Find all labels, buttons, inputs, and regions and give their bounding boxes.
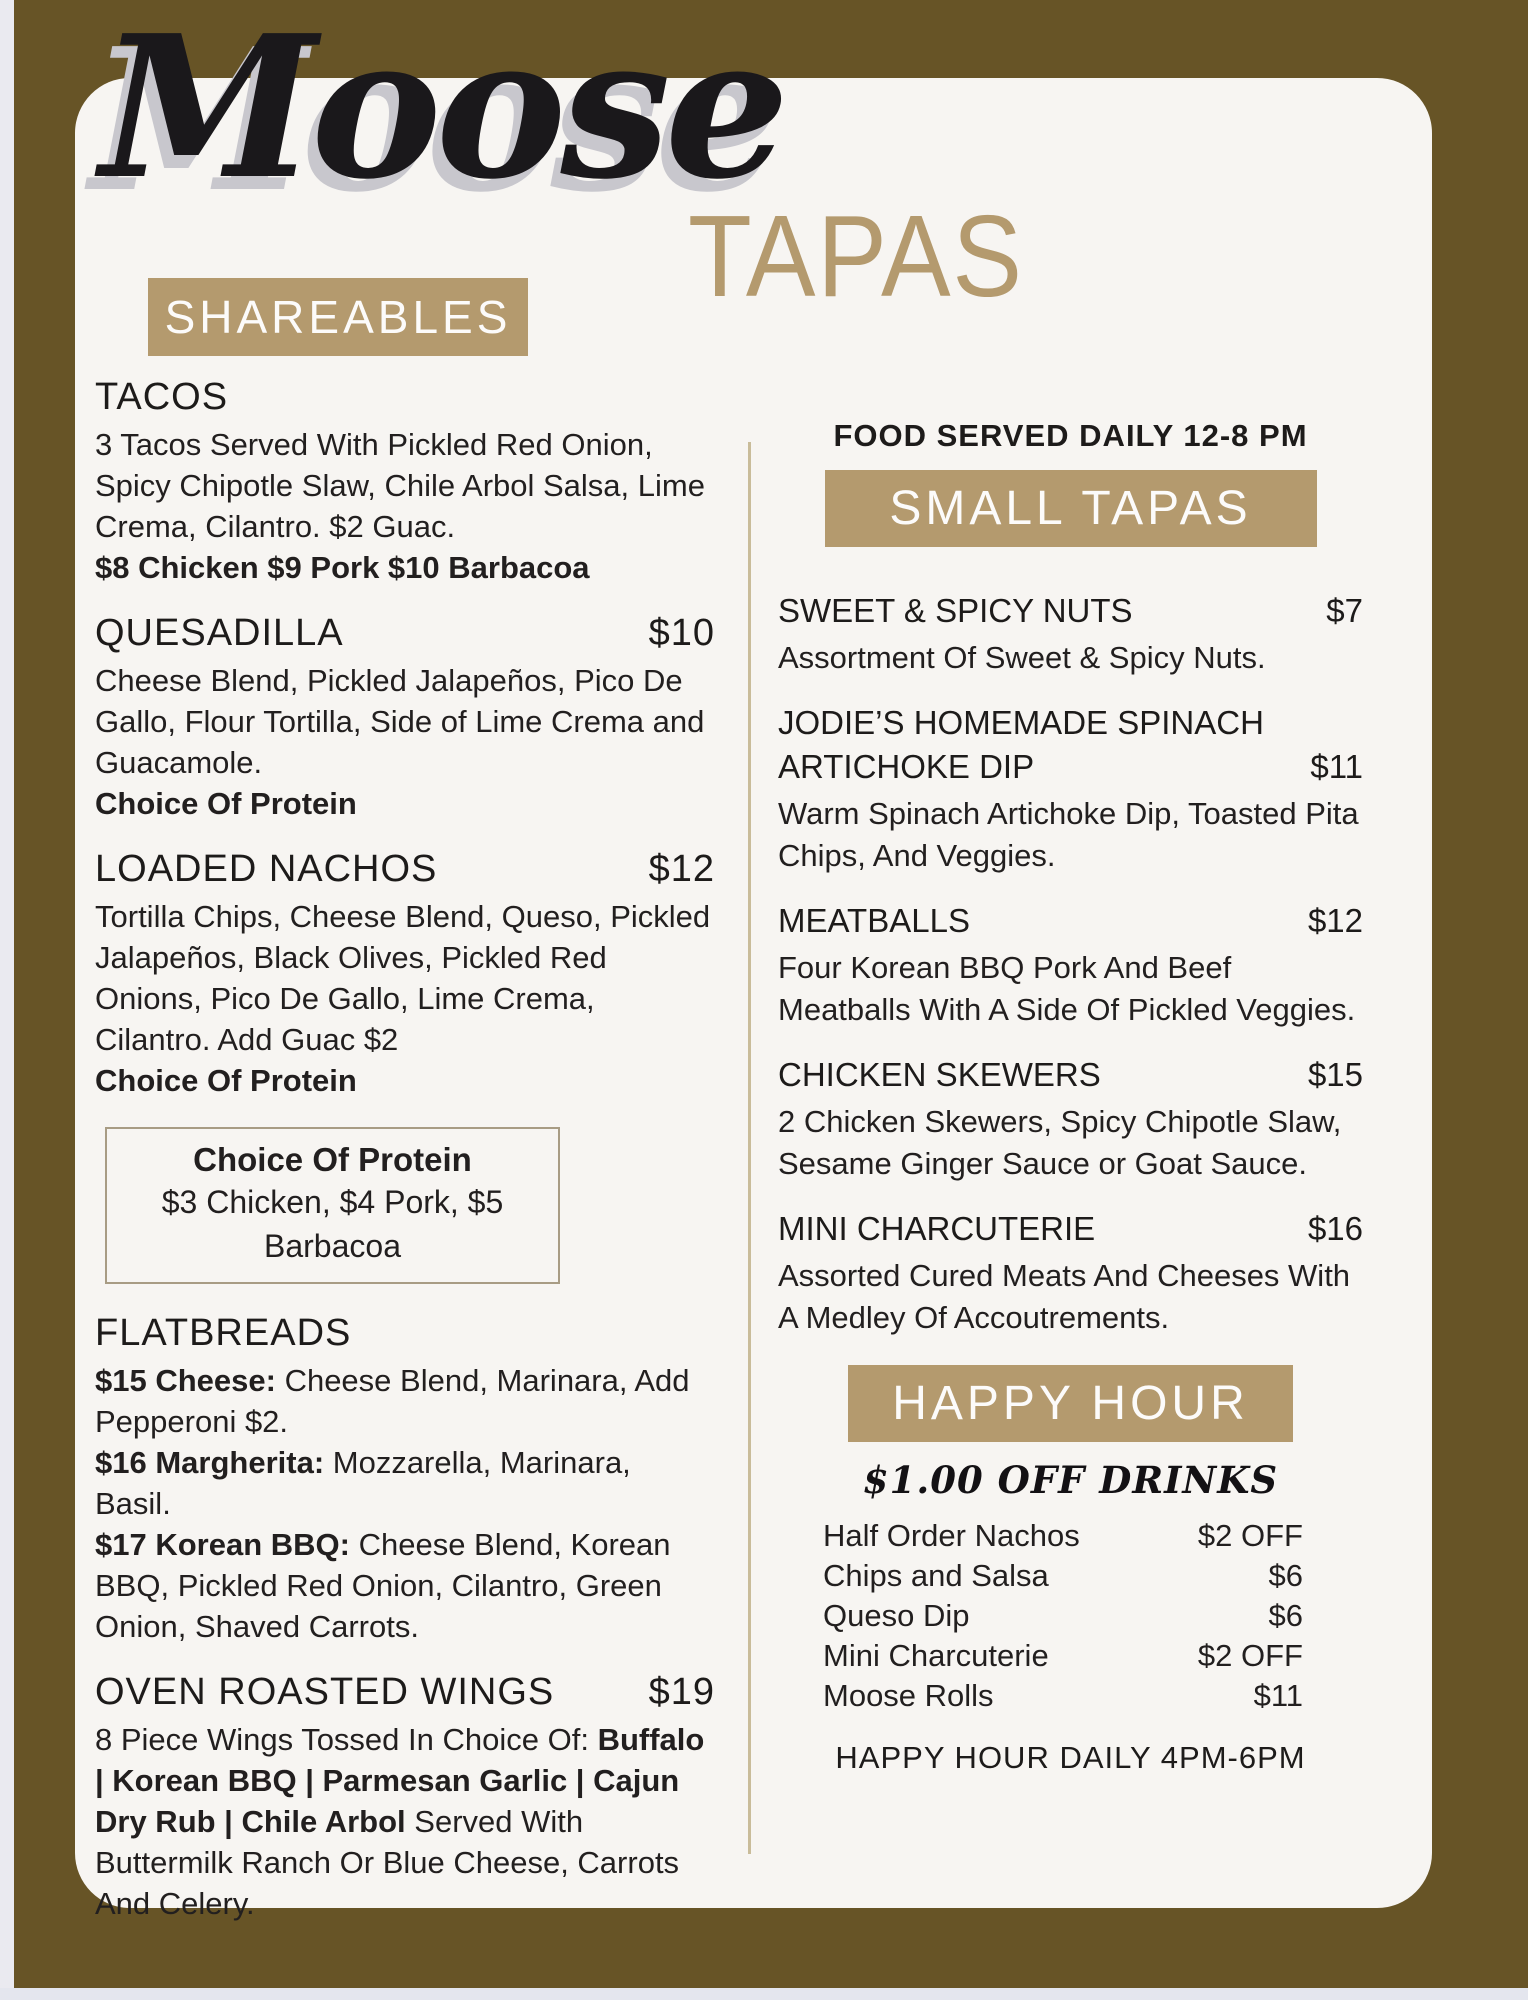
- item-name: CHICKEN SKEWERS: [778, 1056, 1101, 1093]
- menu-item-loaded-nachos: [95, 846, 715, 1101]
- item-name: OVEN ROASTED WINGS: [95, 1671, 555, 1713]
- item-title-row: [778, 589, 1363, 633]
- choice-of-protein-box: [105, 1127, 560, 1284]
- happy-hour-item-price: $6: [1268, 1598, 1303, 1633]
- happy-hour-row: [823, 1556, 1303, 1596]
- flatbread-ingredients: Mozzarella, Marinara, Basil.: [95, 1445, 631, 1521]
- flatbread-price-label: $17 Korean BBQ:: [95, 1527, 350, 1562]
- viewer-bottom-edge: [0, 1988, 1528, 2000]
- happy-hour-item-name: Moose Rolls: [823, 1678, 994, 1713]
- item-description: Cheese Blend, Pickled Jalapeños, Pico De Gallo, Flour Tortilla, Side of Lime Crema and Guacamole.: [95, 663, 705, 780]
- happy-hour-item-price: $2 OFF: [1197, 1638, 1303, 1673]
- flatbread-price-label: $15 Cheese:: [95, 1363, 276, 1398]
- menu-item-spinach-artichoke-dip: [778, 701, 1363, 877]
- item-description: Warm Spinach Artichoke Dip, Toasted Pita Chips, And Veggies.: [778, 796, 1359, 873]
- menu-item-oven-roasted-wings: [95, 1669, 715, 1924]
- menu-item-quesadilla: [95, 610, 715, 824]
- happy-hour-header-label: HAPPY HOUR: [892, 1377, 1249, 1430]
- happy-hour-item-name: Chips and Salsa: [823, 1558, 1049, 1593]
- item-description: 3 Tacos Served With Pickled Red Onion, Spicy Chipotle Slaw, Chile Arbol Salsa, Lime Crema, Cilantro. $2 Guac.: [95, 427, 705, 544]
- flatbread-line: [95, 1360, 715, 1442]
- happy-hour-row: [823, 1516, 1303, 1556]
- item-description: 2 Chicken Skewers, Spicy Chipotle Slaw, Sesame Ginger Sauce or Goat Sauce.: [778, 1104, 1342, 1181]
- item-description: Tortilla Chips, Cheese Blend, Queso, Pickled Jalapeños, Black Olives, Pickled Red Onions, Pico De Gallo, Lime Crema, Cilantro. Add Guac $2: [95, 899, 711, 1057]
- item-name: SWEET & SPICY NUTS: [778, 592, 1133, 629]
- happy-hour-row: [823, 1596, 1303, 1636]
- item-price: $11: [1310, 748, 1363, 785]
- happy-hour-item-price: $2 OFF: [1197, 1518, 1303, 1553]
- item-title-row: [778, 701, 1363, 789]
- item-bold-note: $8 Chicken $9 Pork $10 Barbacoa: [95, 550, 590, 585]
- item-name: QUESADILLA: [95, 612, 344, 654]
- item-bold-note: Choice Of Protein: [95, 786, 357, 821]
- menu-item-meatballs: [778, 899, 1363, 1031]
- item-title-row: [95, 610, 715, 656]
- viewer-left-edge: [0, 0, 14, 2000]
- flatbread-ingredients: Cheese Blend, Marinara, Add Pepperoni $2.: [95, 1363, 690, 1439]
- item-name: LOADED NACHOS: [95, 848, 438, 890]
- item-description: [95, 1719, 715, 1924]
- happy-hour-item-name: Queso Dip: [823, 1598, 970, 1633]
- item-title-row: [95, 1669, 715, 1715]
- item-name: FLATBREADS: [95, 1312, 352, 1354]
- item-description: Four Korean BBQ Pork And Beef Meatballs With A Side Of Pickled Veggies.: [778, 950, 1356, 1027]
- item-price: $12: [1307, 902, 1363, 939]
- column-divider: [748, 442, 751, 1854]
- protein-box-options: $3 Chicken, $4 Pork, $5 Barbacoa: [161, 1184, 504, 1264]
- happy-hour-row: [823, 1636, 1303, 1676]
- item-price: $19: [648, 1671, 715, 1713]
- item-title-row: [95, 374, 715, 420]
- shareables-header-bar: [148, 278, 528, 356]
- menu-item-sweet-spicy-nuts: [778, 589, 1363, 679]
- item-bold-note: Choice Of Protein: [95, 1063, 357, 1098]
- happy-hour-list: [823, 1516, 1303, 1716]
- flatbread-ingredients: Cheese Blend, Korean BBQ, Pickled Red Onion, Cilantro, Green Onion, Shaved Carrots.: [95, 1527, 671, 1644]
- small-tapas-column: [778, 418, 1363, 1807]
- protein-box-title: Choice Of Protein: [193, 1141, 472, 1178]
- menu-item-chicken-skewers: [778, 1053, 1363, 1185]
- item-price: $10: [648, 612, 715, 654]
- item-price: $7: [1326, 592, 1363, 629]
- flatbread-price-label: $16 Margherita:: [95, 1445, 325, 1480]
- item-title-row: [778, 1053, 1363, 1097]
- shareables-header-label: SHAREABLES: [164, 291, 512, 343]
- item-price: $16: [1307, 1210, 1363, 1247]
- menu-type-title: TAPAS: [688, 191, 1024, 321]
- item-title-row: [778, 1207, 1363, 1251]
- wings-desc-before: 8 Piece Wings Tossed In Choice Of:: [95, 1722, 589, 1757]
- item-title-row: [95, 1310, 715, 1356]
- item-name: MINI CHARCUTERIE: [778, 1210, 1096, 1247]
- item-name: TACOS: [95, 376, 229, 418]
- happy-hour-item-name: Half Order Nachos: [823, 1518, 1080, 1553]
- small-tapas-header-label: SMALL TAPAS: [889, 482, 1252, 535]
- menu-item-tacos: [95, 374, 715, 588]
- wings-desc-after: Served With Buttermilk Ranch Or Blue Cheese, Carrots And Celery.: [95, 1804, 680, 1921]
- menu-item-mini-charcuterie: [778, 1207, 1363, 1339]
- shareables-column: [95, 374, 715, 1946]
- item-description: Assorted Cured Meats And Cheeses With A Medley Of Accoutrements.: [778, 1258, 1351, 1335]
- happy-hour-drinks-note: $1.00 OFF DRINKS: [862, 1458, 1279, 1502]
- menu-item-flatbreads: [95, 1310, 715, 1647]
- brand-logo: Moose: [100, 0, 784, 223]
- item-name: MEATBALLS: [778, 902, 970, 939]
- happy-hour-item-price: $6: [1268, 1558, 1303, 1593]
- item-title-row: [778, 899, 1363, 943]
- item-name: JODIE’S HOMEMADE SPINACH ARTICHOKE DIP: [778, 704, 1264, 785]
- item-price: $12: [648, 848, 715, 890]
- happy-hour-row: [823, 1676, 1303, 1716]
- wings-sauce-options: Buffalo | Korean BBQ | Parmesan Garlic | Cajun Dry Rub | Chile Arbol: [95, 1722, 705, 1839]
- flatbread-line: [95, 1524, 715, 1647]
- item-description: Assortment Of Sweet & Spicy Nuts.: [778, 640, 1266, 675]
- happy-hour-item-name: Mini Charcuterie: [823, 1638, 1049, 1673]
- happy-hour-header-bar: [848, 1365, 1293, 1442]
- flatbread-line: [95, 1442, 715, 1524]
- happy-hour-daily-note: HAPPY HOUR DAILY 4PM-6PM: [835, 1740, 1306, 1775]
- happy-hour-item-price: $11: [1253, 1678, 1303, 1713]
- small-tapas-header-bar: [825, 470, 1317, 547]
- served-daily-note: FOOD SERVED DAILY 12-8 PM: [833, 418, 1308, 453]
- item-price: $15: [1307, 1056, 1363, 1093]
- item-title-row: [95, 846, 715, 892]
